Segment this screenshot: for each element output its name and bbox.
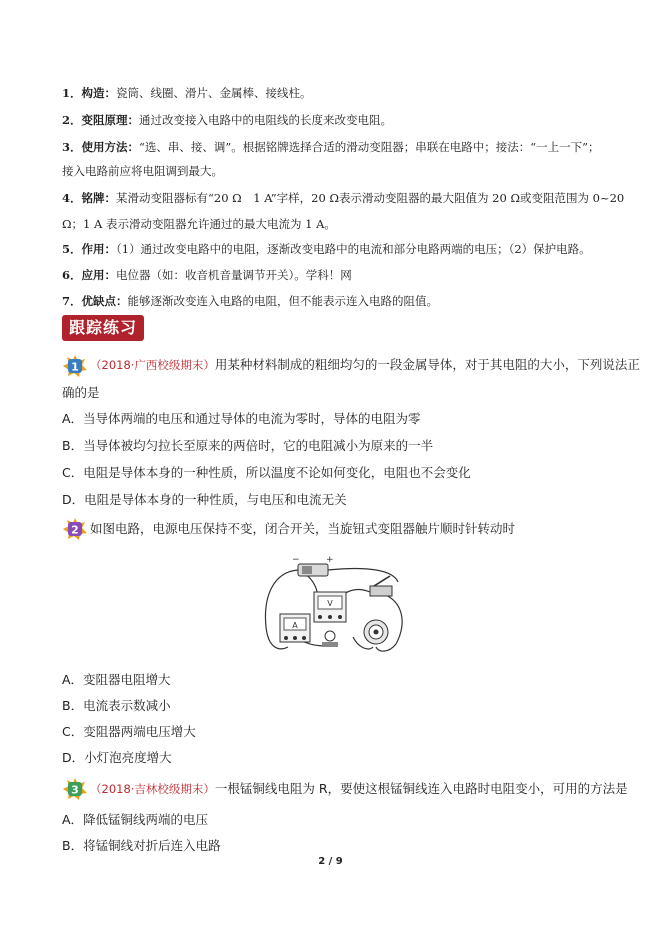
note-4: 4．铭牌：某滑动变阻器标有“20 Ω 1 A”字样，20 Ω表示滑动变阻器的最大阻值为 20 Ω或变阻范围为 0~20: [62, 191, 625, 205]
question-2-badge-icon: [62, 517, 88, 541]
svg-text:2: 2: [71, 523, 79, 537]
note-3-cont: 接入电路前应将电阻调到最大。: [62, 164, 223, 178]
question-1-option-c: C．电阻是导体本身的一种性质，所以温度不论如何变化，电阻也不会变化: [62, 465, 471, 480]
note-3: 3．使用方法：“选、串、接、调”。根据铭牌选择合适的滑动变阻器；串联在电路中；接法：“一上一下”；: [62, 140, 600, 154]
note-6: 6．应用：电位器（如：收音机音量调节开关）。学科！网: [62, 268, 352, 282]
section-title-box: [62, 315, 144, 341]
svg-text:V: V: [327, 599, 333, 608]
svg-text:A: A: [292, 621, 298, 630]
question-2-stem: 如图电路，电源电压保持不变，闭合开关，当旋钮式变阻器触片顺时针转动时: [90, 521, 516, 536]
svg-text:+: +: [326, 555, 334, 565]
switch-icon: [370, 576, 392, 596]
page-number: 2 / 9: [318, 856, 343, 867]
note-4-cont: Ω；1 A 表示滑动变阻器允许通过的最大电流为 1 A。: [62, 217, 336, 231]
question-3-option-b: B．将锰铜线对折后连入电路: [62, 838, 221, 853]
battery-icon: [292, 555, 334, 576]
note-7: 7．优缺点：能够逐渐改变连入电路的电阻，但不能表示连入电路的阻值。: [62, 294, 439, 308]
note-2: 2．变阻原理：通过改变接入电路中的电阻线的长度来改变电阻。: [62, 113, 393, 127]
bulb-icon: [322, 631, 338, 647]
note-1: 1．构造：瓷筒、线圈、滑片、金属棒、接线柱。: [62, 86, 312, 100]
voltmeter-icon: [314, 592, 346, 622]
question-1-badge-icon: [62, 354, 88, 378]
question-2-option-a: A．变阻器电阻增大: [62, 672, 171, 687]
question-1-option-a: A．当导体两端的电压和通过导体的电流为零时，导体的电阻为零: [62, 411, 421, 426]
question-3-badge-icon: [62, 777, 88, 801]
question-1-option-b: B．当导体被均匀拉长至原来的两倍时，它的电阻减小为原来的一半: [62, 438, 434, 453]
section-title: 跟踪练习: [68, 318, 137, 337]
question-1-stem-cont: 确的是: [62, 385, 100, 400]
circuit-diagram: [258, 552, 418, 662]
question-3-option-a: A．降低锰铜线两端的电压: [62, 812, 209, 827]
svg-text:−: −: [292, 555, 300, 565]
question-2-option-d: D．小灯泡亮度增大: [62, 750, 172, 765]
rotary-rheostat-icon: [364, 620, 388, 644]
question-2-option-b: B．电流表示数减小: [62, 698, 171, 713]
ammeter-icon: [280, 614, 310, 642]
question-1-stem: （2018·广西校级期末）用某种材料制成的粗细均匀的一段金属导体，对于其电阻的大小，下列说法正: [90, 357, 640, 372]
question-2-option-c: C．变阻器两端电压增大: [62, 724, 196, 739]
svg-text:3: 3: [71, 783, 79, 797]
note-5: 5．作用：（1）通过改变电路中的电阻，逐渐改变电路中的电流和部分电路两端的电压；（2）保护电路。: [62, 242, 591, 256]
question-1-option-d: D．电阻是导体本身的一种性质，与电压和电流无关: [62, 492, 347, 507]
svg-text:1: 1: [71, 360, 79, 374]
question-3-stem: （2018·吉林校级期末）一根锰铜线电阻为 R，要使这根锰铜线连入电路时电阻变小，可用的方法是: [90, 781, 628, 796]
